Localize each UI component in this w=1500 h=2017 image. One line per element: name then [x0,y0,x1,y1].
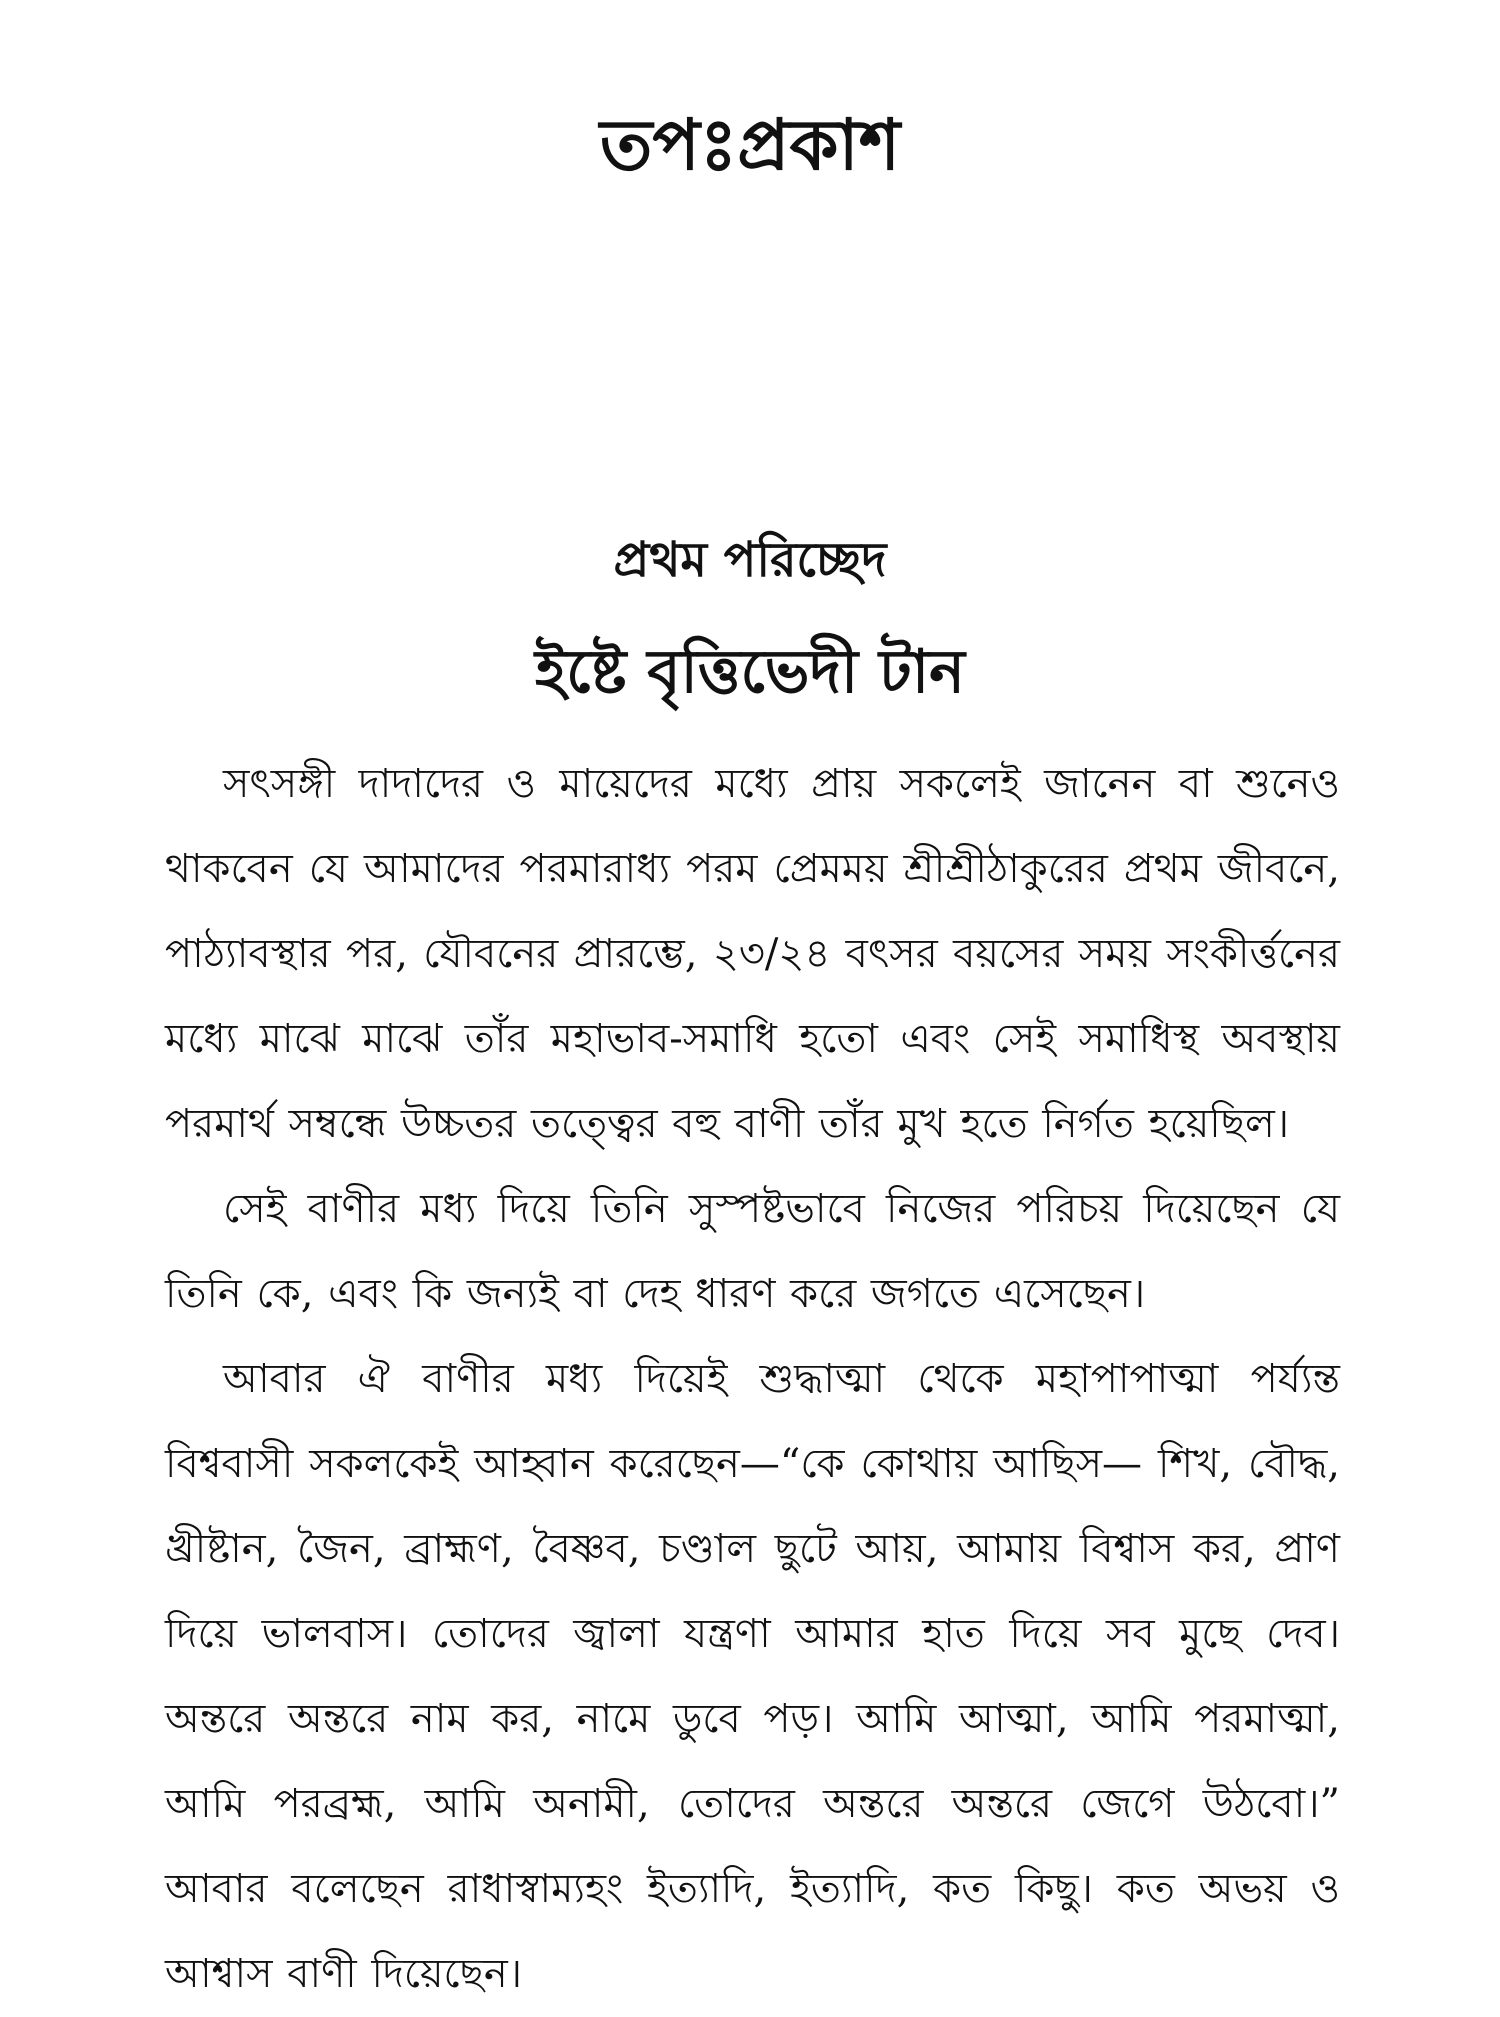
chapter-label: প্রথম পরিচ্ছেদ [613,532,887,588]
book-title: তপঃপ্রকাশ [599,103,901,186]
paragraph-3: আবার ঐ বাণীর মধ্য দিয়েই শুদ্ধাত্মা থেকে মহাপাপাত্মা পর্য্যন্ত বিশ্ববাসী সকলকেই আহ্বান করেছেন—“কে কোথায় আছিস— শিখ, বৌদ্ধ, খ্রীষ্টান, জৈন, ব্রাহ্মণ, বৈষ্ণব, চণ্ডাল ছুটে আয়, আমায় বিশ্বাস কর, প্রাণ দিয়ে ভালবাস। তোদের জ্বালা যন্ত্রণা আমার হাত দিয়ে সব মুছে দেব। অন্তরে অন্তরে নাম কর, নামে ডুবে পড়। আমি আত্মা, আমি পরমাত্মা, আমি পরব্রহ্ম, আমি অনামী, তোদের অন্তরে অন্তরে জেগে উঠবো।” আবার বলেছেন রাধাস্বাম্যহং ইত্যাদি, ইত্যাদি, কত কিছু। কত অভয় ও আশ্বাস বাণী দিয়েছেন। [165,1356,1340,1997]
paragraph-1: সৎসঙ্গী দাদাদের ও মায়েদের মধ্যে প্রায় সকলেই জানেন বা শুনেও থাকবেন যে আমাদের পরমারাধ্য পরম প্রেমময় শ্রীশ্রীঠাকুরের প্রথম জীবনে, পাঠ্যাবস্থার পর, যৌবনের প্রারম্ভে, ২৩/২৪ বৎসর বয়সের সময় সংকীর্ত্তনের মধ্যে মাঝে মাঝে তাঁর মহাভাব-সমাধি হতো এবং সেই সমাধিস্থ অবস্থায় পরমার্থ সম্বন্ধে উচ্চতর তত্ত্বের বহু বাণী তাঁর মুখ হতে নির্গত হয়েছিল। [165,761,1340,1147]
paragraph-2: সেই বাণীর মধ্য দিয়ে তিনি সুস্পষ্টভাবে নিজের পরিচয় দিয়েছেন যে তিনি কে, এবং কি জন্যই বা দেহ ধারণ করে জগতে এসেছেন। [165,1186,1340,1317]
chapter-title: ইষ্টে বৃত্তিভেদী টান [535,637,965,707]
body-text [165,742,1340,2017]
